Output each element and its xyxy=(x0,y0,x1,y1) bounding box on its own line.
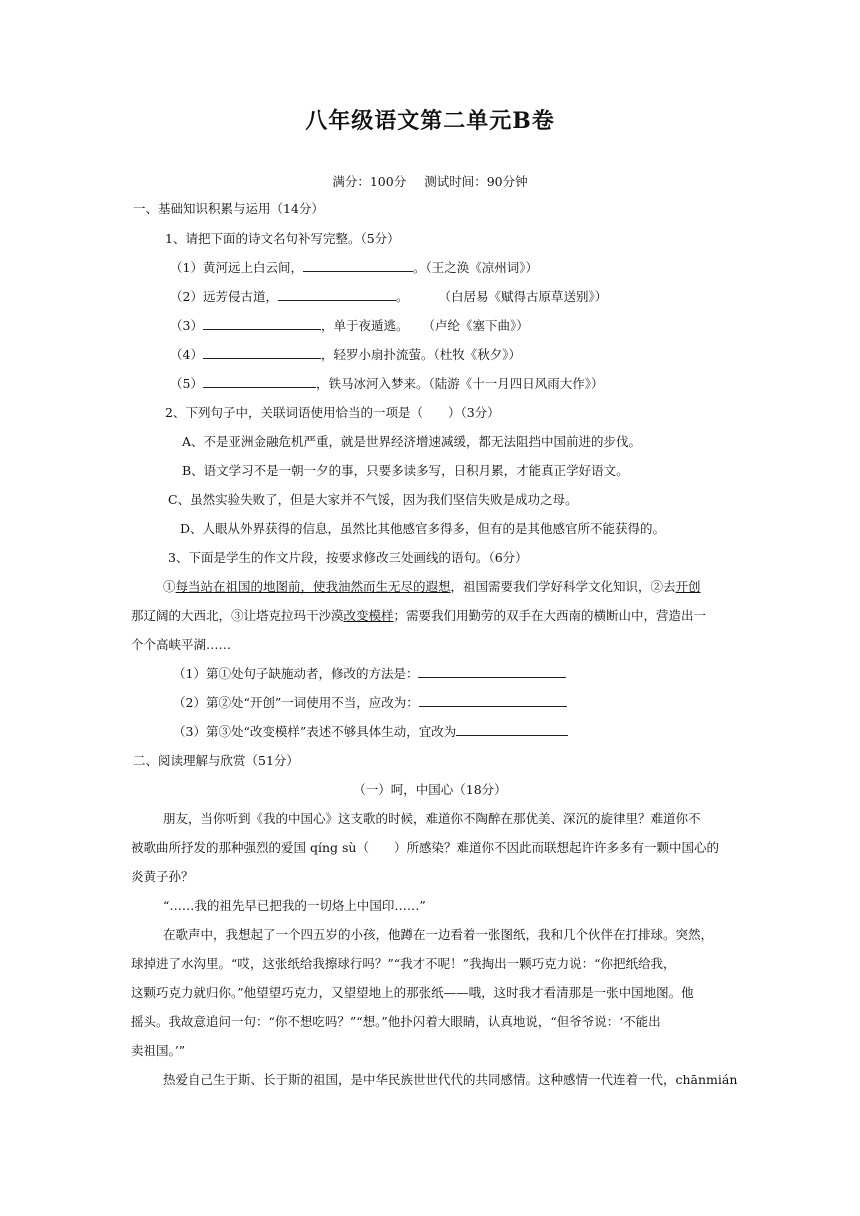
underlined-phrase-1: 每当站在祖国的地图前，使我油然而生无尽的遐想 xyxy=(175,579,451,594)
answer-blank[interactable] xyxy=(303,259,413,272)
test-time: 测试时间：90分钟 xyxy=(424,174,528,189)
q1-item-4: （4） ，轻罗小扇扑流萤。（杜牧《秋夕》） xyxy=(170,347,521,362)
q3-stem: 3、下面是学生的作文片段，按要求修改三处画线的语句。（6分） xyxy=(168,550,528,565)
reading-para-3-line-5: 卖祖国。’” xyxy=(131,1043,186,1058)
q1-item-2: （2）远芳侵古道， 。 （白居易《赋得古原草送别》） xyxy=(170,289,608,304)
answer-blank[interactable] xyxy=(203,346,321,359)
q3-sub-1: （1）第①处句子缺施动者，修改的方法是： xyxy=(173,665,566,683)
q2-stem: 2、下列句子中，关联词语使用恰当的一项是（ ）（3分） xyxy=(165,405,500,420)
q3-passage-line-2: 那辽阔的大西北，③让塔克拉玛干沙漠改变模样；需要我们用勤劳的双手在大西南的横断山中，营造出一 xyxy=(131,608,707,623)
q3-passage-line-1: ①每当站在祖国的地图前，使我油然而生无尽的遐想，祖国需要我们学好科学文化知识，②去开创 xyxy=(163,579,701,594)
underlined-phrase-2: 开创 xyxy=(675,579,701,594)
exam-meta xyxy=(0,172,860,190)
reading-para-1-line-2: 被歌曲所抒发的那种强烈的爱国 qíng sù（ ）所感染？难道你不因此而联想起许许多多有一颗中国心的 xyxy=(131,840,719,855)
q2-option-c[interactable]: C、虽然实验失败了，但是大家并不气馁，因为我们坚信失败是成功之母。 xyxy=(168,492,578,507)
q2-option-b[interactable]: B、语文学习不是一朝一夕的事，只要多读多写，日积月累，才能真正学好语文。 xyxy=(182,463,629,478)
page-title: 八年级语文第二单元B卷 xyxy=(305,108,555,134)
reading-para-3-line-1: 在歌声中，我想起了一个四五岁的小孩，他蹲在一边看着一张图纸，我和几个伙伴在打排球。突然， xyxy=(163,927,714,942)
q3-sub-3: （3）第③处“改变模样”表述不够具体生动，宜改为 xyxy=(173,723,568,741)
reading-para-4-line-1: 热爱自己生于斯、长于斯的祖国，是中华民族世世代代的共同感情。这种感情一代连着一代，chānmián xyxy=(163,1072,738,1087)
answer-blank[interactable] xyxy=(418,665,566,678)
q3-passage-line-3: 个个高峡平湖…… xyxy=(131,637,232,652)
q1-item-1: （1）黄河远上白云间， 。（王之涣《凉州词》） xyxy=(170,260,538,275)
q1-stem: 1、请把下面的诗文名句补写完整。（5分） xyxy=(165,231,400,246)
answer-blank[interactable] xyxy=(278,288,396,301)
answer-blank[interactable] xyxy=(456,723,568,736)
underlined-phrase-3: 改变模样 xyxy=(343,608,394,623)
section-1-heading: 一、基础知识积累与运用（14分） xyxy=(133,201,324,216)
reading-subtitle: （一）呵，中国心（18分） xyxy=(353,782,507,797)
answer-blank[interactable] xyxy=(203,375,316,388)
answer-blank[interactable] xyxy=(419,694,567,707)
reading-para-3-line-3: 这颗巧克力就归你。”他望望巧克力，又望望地上的那张纸——哦，这时我才看清那是一张中国地图。他 xyxy=(131,985,694,1000)
q2-option-d[interactable]: D、人眼从外界获得的信息，虽然比其他感官多得多，但有的是其他感官所不能获得的。 xyxy=(180,521,666,536)
reading-para-1-line-3: 炎黄子孙？ xyxy=(131,869,194,884)
q1-item-5: （5） ，铁马冰河入梦来。（陆游《十一月四日风雨大作》） xyxy=(170,376,604,391)
reading-para-3-line-4: 摇头。我故意追问一句：“你不想吃吗？”“想。”他扑闪着大眼睛，认真地说，“但爷爷说：‘不能出 xyxy=(131,1014,661,1029)
q2-option-a[interactable]: A、不是亚洲金融危机严重，就是世界经济增速减缓，都无法阻挡中国前进的步伐。 xyxy=(182,434,642,449)
reading-para-3-line-2: 球掉进了水沟里。“哎，这张纸给我擦球行吗？”“我才不呢！”我掏出一颗巧克力说：“你把纸给我， xyxy=(131,956,676,971)
full-score: 满分：100分 xyxy=(332,174,407,189)
reading-quote: “……我的祖先早已把我的一切烙上中国印……” xyxy=(163,898,426,913)
answer-blank[interactable] xyxy=(203,317,321,330)
reading-para-1-line-1: 朋友，当你听到《我的中国心》这支歌的时候，难道你不陶醉在那优美、深沉的旋律里？难道你不 xyxy=(163,811,701,826)
q1-item-3: （3） ，单于夜遁逃。 （卢纶《塞下曲》） xyxy=(170,318,529,333)
q3-sub-2: （2）第②处“开创”一词使用不当，应改为： xyxy=(173,694,567,712)
section-2-heading: 二、阅读理解与欣赏（51分） xyxy=(133,753,299,768)
